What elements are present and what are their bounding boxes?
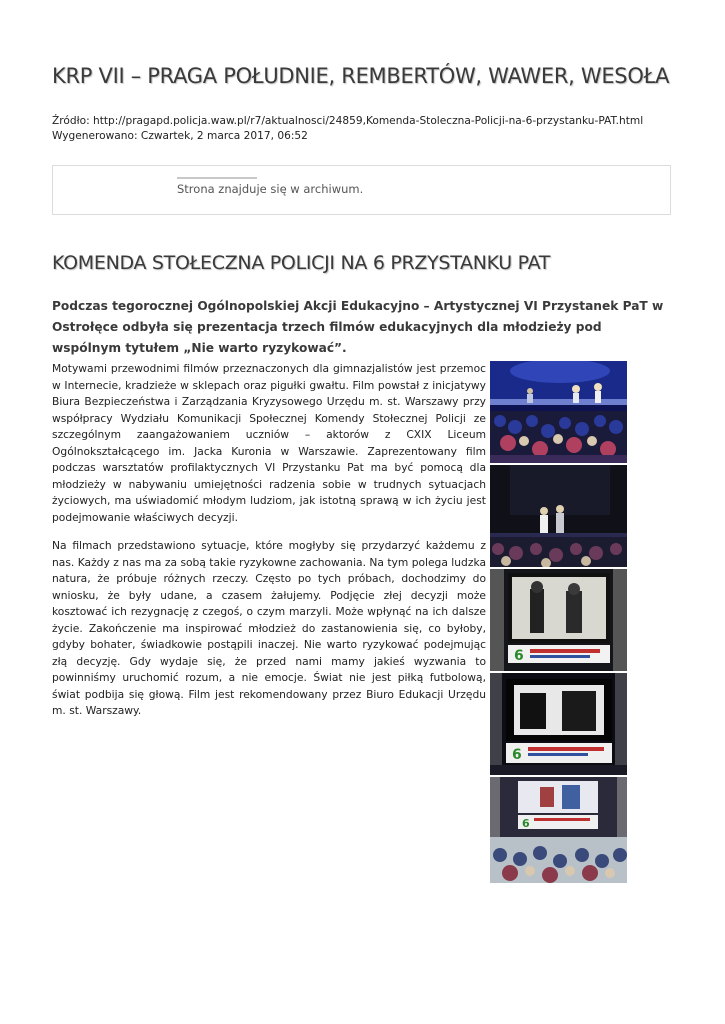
generated-line: Wygenerowano: Czwartek, 2 marca 2017, 06:52 (52, 130, 308, 142)
screen-film-photo[interactable] (490, 569, 627, 671)
svg-text:6: 6 (514, 648, 524, 664)
article-paragraph: Na filmach przedstawiono sytuacje, które mogłyby się przydarzyć każdemu z nas. Każdy z nas ma za sobą takie ryzykowne zachowania. Na tym polega ludzka natura, że próbuje różnych rzeczy. Często po tych próbach, dochodzimy do wniosku, że były udane, a czasem żałujemy. Podjęcie złej decyzji może kosztować ich rezygnację z czegoś, o czym marzyli. Może wpłynąć na ich dalsze życie. Zakończenie ma inspirować młodzież do zastanowienia się, co byłoby, gdyby bohater, świadkowie postąpili inaczej. Nie warto ryzykować podejmując złą decyzję. Gdy wydaje się, że przed nami mamy jakieś wyzwania to powinniśmy uruchomić rozum, a nie emocje. Świat nie jest piłką futbolową, świat podbija się głową. Film jest rekomendowany przez Biuro Edukacji Urzędu m. st. Warszawy. (52, 539, 486, 717)
source-line: Źródło: http://pragapd.policja.waw.pl/r7/aktualnosci/24859,Komenda-Stoleczna-Policji-na-6-przystanku-PAT.html (52, 115, 644, 127)
archive-divider (177, 177, 257, 179)
archive-notice-box (52, 165, 671, 215)
photo-column (490, 361, 627, 883)
article-lead: Podczas tegorocznej Ogólnopolskiej Akcji Edukacyjno – Artystycznej VI Przystanek PaT w Ostrołęce odbyła się prezentacja trzech filmów edukacyjnych dla młodzieży pod wspólnym tytułem „Nie warto ryzykować”. (52, 299, 664, 355)
meta-info (52, 114, 643, 144)
site-title: KRP VII – PRAGA POŁUDNIE, REMBERTÓW, WAWER, WESOŁA (52, 64, 670, 88)
svg-text:6: 6 (512, 747, 522, 763)
screen-dark-photo[interactable] (490, 673, 627, 775)
archive-notice: Strona znajduje się w archiwum. (177, 182, 364, 196)
svg-text:6: 6 (522, 817, 530, 830)
article-title: KOMENDA STOŁECZNA POLICJI NA 6 PRZYSTANKU PAT (52, 252, 551, 274)
stage-speakers-photo[interactable] (490, 465, 627, 567)
article-paragraph: Motywami przewodnimi filmów przeznaczonych dla gimnazjalistów jest przemoc w Internecie, kradzieże w sklepach oraz pigułki gwałtu. Film powstał z inicjatywy Biura Bezpieczeństwa i Zarządzania Kryzysowego Urzędu m. st. Warszawy przy współpracy Wydziału Komunikacji Społecznej Komendy Stołecznej Policji ze szczególnym zaangażowaniem uczniów – aktorów z CXIX Liceum Ogólnokształcącego im. Jacka Kuronia w Warszawie. Zaprezentowany film podczas warsztatów profilaktycznych VI Przystanku Pat ma być pomocą dla młodzieży w nabywaniu umiejętności radzenia sobie w trudnych sytuacjach życiowych, ma uświadomić młodym ludziom, jak istotną sprawą w ich życiu jest podejmowanie właściwych decyzji. (52, 362, 486, 524)
screen-audience-photo[interactable] (490, 777, 627, 883)
article-body (52, 361, 486, 732)
stage-crowd-photo[interactable] (490, 361, 627, 463)
